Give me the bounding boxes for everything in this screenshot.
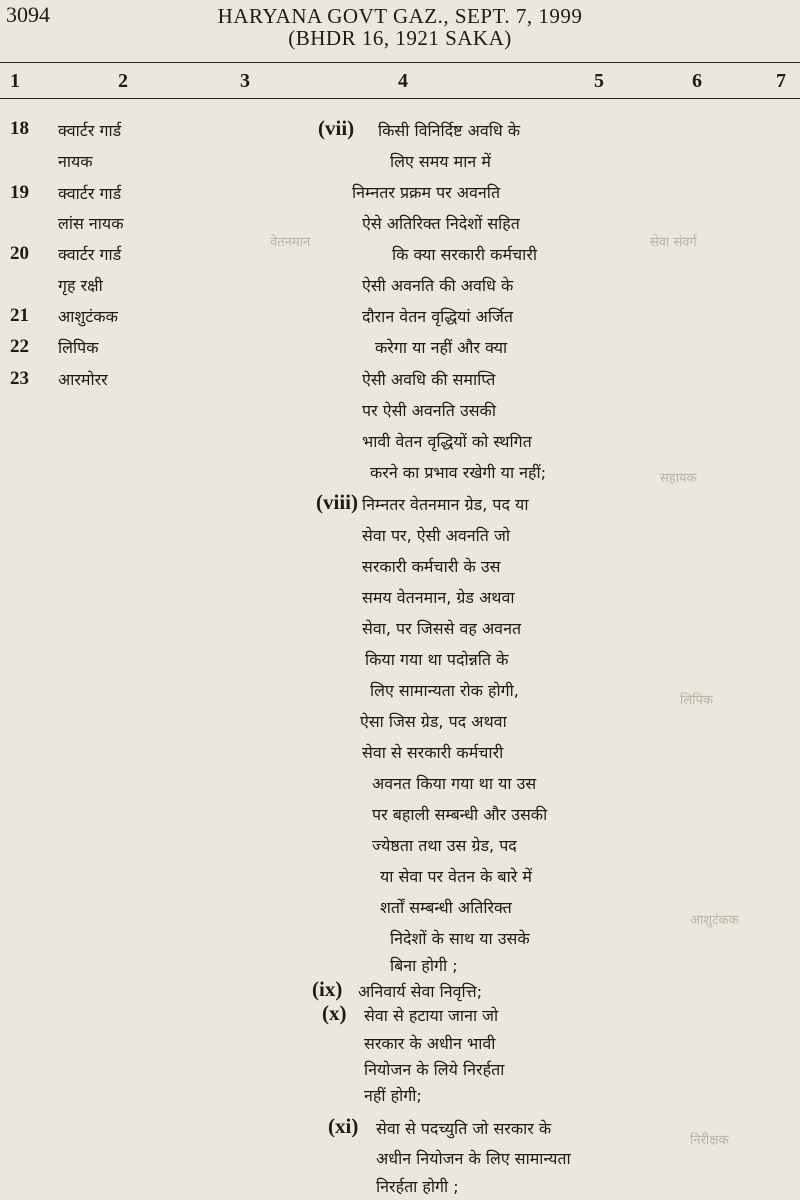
penalty-text-line: निरर्हता होगी ;	[376, 1177, 459, 1196]
column-number-4: 4	[398, 70, 408, 92]
bleed-through-text: वेतनमान	[270, 235, 311, 250]
post-name: आशुटंकक	[58, 307, 118, 326]
penalty-text-line: किसी विनिर्दिष्ट अवधि के	[378, 121, 521, 140]
penalty-numeral-x: (x)	[322, 1001, 347, 1025]
column-number-3: 3	[240, 70, 250, 92]
post-name: आरमोरर	[58, 370, 108, 389]
penalty-text-line: अनिवार्य सेवा निवृत्ति;	[358, 982, 483, 1001]
penalty-text-line: ऐसी अवनति की अवधि के	[362, 276, 514, 295]
penalty-text-line: कि क्या सरकारी कर्मचारी	[392, 245, 538, 264]
row-number-19: 19	[10, 182, 29, 203]
column-number-1: 1	[10, 70, 20, 92]
penalty-text-line: निदेशों के साथ या उसके	[390, 929, 530, 948]
penalty-text-line: निम्नतर वेतनमान ग्रेड, पद या	[362, 495, 529, 514]
penalty-text-line: सेवा से पदच्युति जो सरकार के	[376, 1119, 552, 1138]
penalty-text-line: समय वेतनमान, ग्रेड अथवा	[362, 588, 515, 607]
bleed-through-text: सेवा संवर्ग	[650, 235, 697, 250]
row-number-21: 21	[10, 305, 29, 326]
bleed-through-text: सहायक	[660, 471, 697, 486]
penalty-text-line: या सेवा पर वेतन के बारे में	[380, 867, 533, 886]
penalty-text-line: लिए समय मान में	[390, 152, 491, 171]
row-number-23: 23	[10, 368, 29, 389]
column-number-7: 7	[776, 70, 786, 92]
penalty-text-line: ऐसी अवधि की समाप्ति	[362, 370, 496, 389]
post-name: गृह रक्षी	[58, 276, 103, 295]
post-name: क्वार्टर गार्ड	[58, 121, 122, 140]
penalty-text-line: भावी वेतन वृद्धियों को स्थगित	[362, 432, 532, 451]
penalty-numeral-xi: (xi)	[328, 1114, 359, 1138]
penalty-numeral-vii: (vii)	[318, 116, 355, 140]
penalty-text-line: दौरान वेतन वृद्धियां अर्जित	[362, 307, 513, 326]
post-name: क्वार्टर गार्ड	[58, 184, 122, 203]
penalty-text-line: ऐसे अतिरिक्त निदेशों सहित	[362, 214, 520, 233]
penalty-text-line: करने का प्रभाव रखेगी या नहीं;	[370, 463, 547, 482]
penalty-numeral-viii: (viii)	[316, 490, 358, 514]
header-rule-top	[0, 62, 800, 63]
penalty-text-line: ऐसा जिस ग्रेड, पद अथवा	[360, 712, 507, 731]
post-name: लांस नायक	[58, 214, 124, 233]
column-number-2: 2	[118, 70, 128, 92]
penalty-text-line: लिए सामान्यता रोक होगी,	[370, 681, 519, 700]
penalty-text-line: सेवा से सरकारी कर्मचारी	[362, 743, 504, 762]
gazette-title: HARYANA GOVT GAZ., SEPT. 7, 1999	[217, 4, 583, 28]
bleed-through-text: लिपिक	[680, 693, 713, 708]
row-number-20: 20	[10, 243, 29, 264]
penalty-numeral-ix: (ix)	[312, 977, 343, 1001]
bleed-through-text: निरीक्षक	[690, 1133, 729, 1148]
gazette-date-saka: (BHDR 16, 1921 SAKA)	[288, 26, 512, 50]
column-number-5: 5	[594, 70, 604, 92]
penalty-text-line: करेगा या नहीं और क्या	[375, 338, 508, 357]
column-number-6: 6	[692, 70, 702, 92]
penalty-text-line: अधीन नियोजन के लिए सामान्यता	[376, 1149, 571, 1168]
penalty-text-line: निम्नतर प्रक्रम पर अवनति	[352, 183, 501, 202]
penalty-text-line: ज्येष्ठता तथा उस ग्रेड, पद	[372, 836, 517, 855]
header-rule-bottom	[0, 98, 800, 99]
post-name: क्वार्टर गार्ड	[58, 245, 122, 264]
row-number-18: 18	[10, 118, 29, 139]
row-number-22: 22	[10, 336, 29, 357]
post-name: लिपिक	[58, 338, 99, 357]
penalty-text-line: नियोजन के लिये निरर्हता	[364, 1060, 505, 1079]
penalty-text-line: पर ऐसी अवनति उसकी	[362, 401, 496, 420]
penalty-text-line: अवनत किया गया था या उस	[372, 774, 537, 793]
penalty-text-line: किया गया था पदोन्नति के	[365, 650, 509, 669]
penalty-text-line: शर्तों सम्बन्धी अतिरिक्त	[380, 898, 512, 917]
penalty-text-line: नहीं होगी;	[364, 1086, 422, 1105]
penalty-text-line: सरकार के अधीन भावी	[364, 1034, 496, 1053]
penalty-text-line: पर बहाली सम्बन्धी और उसकी	[372, 805, 548, 824]
penalty-text-line: सेवा पर, ऐसी अवनति जो	[362, 526, 511, 545]
penalty-text-line: सरकारी कर्मचारी के उस	[362, 557, 501, 576]
page-number: 3094	[6, 2, 50, 27]
penalty-text-line: बिना होगी ;	[390, 956, 458, 975]
penalty-text-line: सेवा से हटाया जाना जो	[364, 1006, 499, 1025]
penalty-text-line: सेवा, पर जिससे वह अवनत	[362, 619, 522, 638]
post-name: नायक	[58, 152, 93, 171]
bleed-through-text: आशुटंकक	[690, 913, 739, 928]
